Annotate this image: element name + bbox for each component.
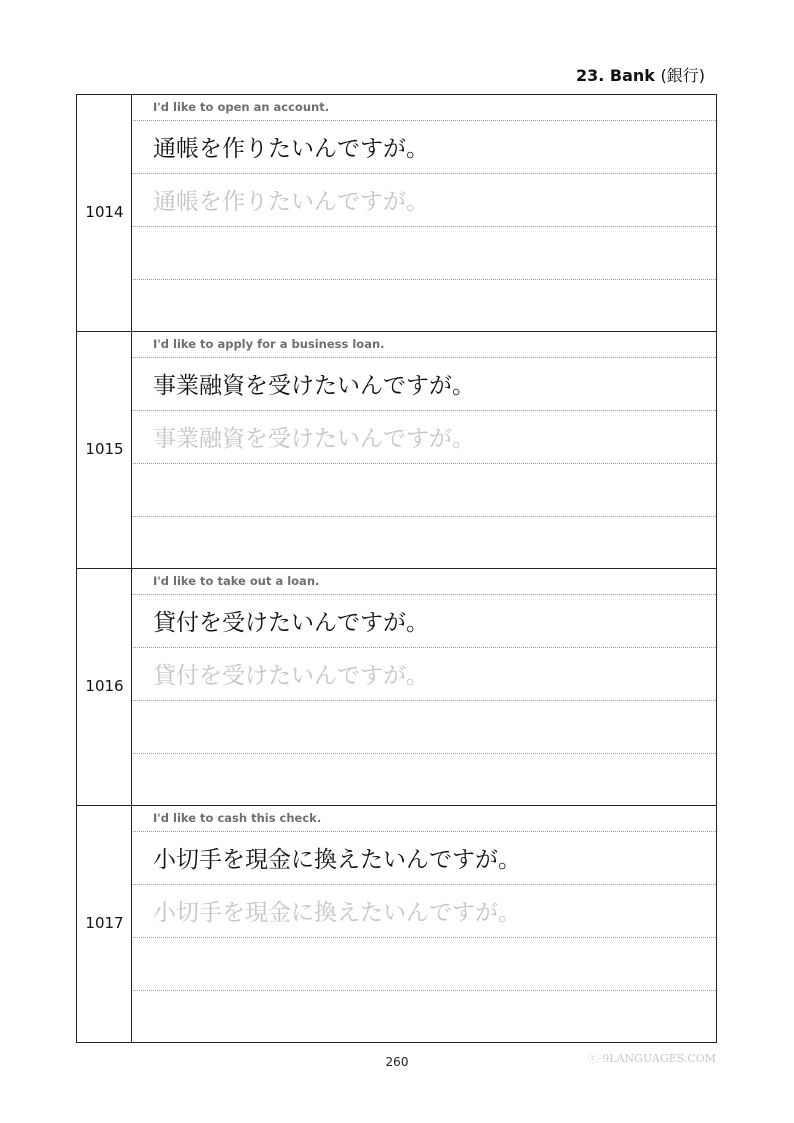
entry-block <box>77 95 716 332</box>
trace-sentence: 貸付を受けたいんですが。 <box>133 648 716 701</box>
entry-rows <box>133 806 716 1043</box>
blank-writing-line[interactable] <box>133 280 716 332</box>
chapter-name: 23. Bank <box>575 66 655 85</box>
japanese-sentence: 通帳を作りたいんですが。 <box>133 121 716 174</box>
entry-number: 1016 <box>85 677 124 695</box>
japanese-sentence: 貸付を受けたいんですが。 <box>133 595 716 648</box>
entry-rows <box>133 569 716 805</box>
entry-number-cell <box>77 806 132 1043</box>
trace-sentence: 事業融資を受けたいんですが。 <box>133 411 716 464</box>
trace-sentence: 通帳を作りたいんですが。 <box>133 174 716 227</box>
japanese-sentence: 事業融資を受けたいんですが。 <box>133 358 716 411</box>
blank-writing-line[interactable] <box>133 464 716 517</box>
blank-writing-line[interactable] <box>133 991 716 1043</box>
blank-writing-line[interactable] <box>133 227 716 280</box>
entry-block <box>77 806 716 1043</box>
practice-sheet <box>76 94 717 1043</box>
entry-rows <box>133 332 716 568</box>
japanese-sentence: 小切手を現金に換えたいんですが。 <box>133 832 716 885</box>
entry-block <box>77 332 716 569</box>
entry-number-cell <box>77 95 132 331</box>
entry-block <box>77 569 716 806</box>
page-number: 260 <box>385 1055 409 1069</box>
chapter-title <box>576 63 705 86</box>
blank-writing-line[interactable] <box>133 754 716 806</box>
entry-rows <box>133 95 716 331</box>
blank-writing-line[interactable] <box>133 938 716 991</box>
blank-writing-line[interactable] <box>133 701 716 754</box>
english-sentence: I'd like to open an account. <box>133 95 716 121</box>
english-sentence: I'd like to take out a loan. <box>133 569 716 595</box>
english-sentence: I'd like to cash this check. <box>133 806 716 832</box>
entry-number-cell <box>77 569 132 805</box>
copyright-notice: ⓒ 9LANGUAGES.COM <box>587 1052 716 1065</box>
entry-number: 1014 <box>85 203 124 221</box>
english-sentence: I'd like to apply for a business loan. <box>133 332 716 358</box>
trace-sentence: 小切手を現金に換えたいんですが。 <box>133 885 716 938</box>
entry-number-cell <box>77 332 132 568</box>
chapter-native-name: (銀行) <box>660 66 705 85</box>
blank-writing-line[interactable] <box>133 517 716 569</box>
entry-number: 1017 <box>85 914 124 932</box>
entry-number: 1015 <box>85 440 124 458</box>
